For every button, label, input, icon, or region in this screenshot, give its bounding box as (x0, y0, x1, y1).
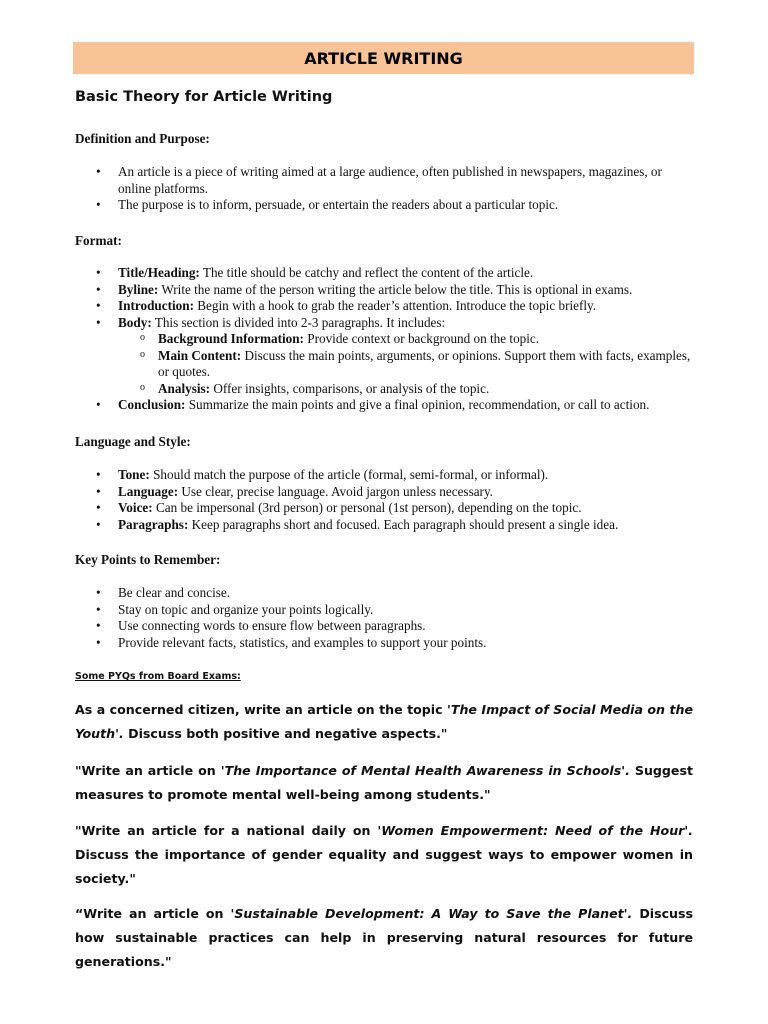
sub-list-item (118, 348, 695, 381)
list-item (75, 265, 695, 282)
term: Tone: (118, 467, 150, 482)
question-topic: 'Sustainable Development: A Way to Save the Planet'. (230, 906, 633, 921)
sub-list-item (118, 331, 695, 348)
term-text: The title should be catchy and reflect the content of the article. (199, 265, 534, 280)
term-text: Discuss the main points, arguments, or opinions. Support them with facts, examples, or quotes. (158, 347, 691, 379)
definition-heading: Definition and Purpose: (75, 131, 210, 146)
question-text: Discuss the importance of gender equality and suggest ways to empower women in society." (75, 847, 693, 886)
list-item: • Be clear and concise. (75, 585, 695, 602)
term-text: Summarize the main points and give a final opinion, recommendation, or call to action. (185, 397, 650, 412)
list-item (75, 517, 695, 534)
term: Voice: (118, 500, 153, 515)
page-title-banner (73, 42, 694, 74)
keypoints-heading: Key Points to Remember: (75, 552, 221, 567)
term: Analysis: (158, 380, 211, 396)
list-item: • Stay on topic and organize your points logically. (75, 602, 695, 619)
term-text: Write the name of the person writing the article below the title. This is optional in exams. (158, 281, 633, 297)
term: Conclusion: (118, 397, 186, 412)
question-text: Discuss both positive and negative aspects." (123, 726, 448, 741)
pyq-question (75, 759, 693, 807)
keypoints-list (75, 585, 695, 651)
question-text: Suggest measures to promote mental well-being among students." (75, 763, 693, 802)
question-topic: 'Women Empowerment: Need of the Hour'. (377, 823, 694, 838)
pyq-question (75, 902, 693, 974)
format-heading: Format: (75, 233, 122, 248)
term: Title/Heading: (118, 265, 200, 280)
format-list (75, 265, 695, 414)
question-text: Discuss how sustainable practices can help in preserving natural resources for future generations." (75, 906, 694, 969)
term-text: This section is divided into 2-3 paragraphs. It includes: (151, 314, 446, 330)
list-item (75, 467, 695, 484)
definition-list (75, 164, 695, 214)
term: Byline: (118, 281, 159, 297)
list-item: • An article is a piece of writing aimed at a large audience, often published in newspapers, magazines, or online platforms. (75, 164, 695, 197)
language-list (75, 467, 695, 533)
list-item: • The purpose is to inform, persuade, or entertain the readers about a particular topic. (75, 197, 695, 214)
list-item (75, 298, 695, 315)
term: Background Information: (158, 331, 304, 346)
term-text: Use clear, precise language. Avoid jargon unless necessary. (178, 483, 493, 499)
list-item: • Use connecting words to ensure flow between paragraphs. (75, 618, 695, 635)
list-item (75, 315, 695, 398)
question-text: "Write an article for a national daily on (75, 823, 378, 838)
term-text: Provide context or background on the topic. (303, 331, 540, 346)
sub-list-item (118, 381, 695, 398)
term-text: Should match the purpose of the article (formal, semi-formal, or informal). (149, 467, 549, 482)
list-item (75, 282, 695, 299)
list-item (75, 484, 695, 501)
question-topic: 'The Impact of Social Media on the Youth'. (75, 702, 693, 741)
pyq-question (75, 819, 693, 891)
list-item: • Provide relevant facts, statistics, and examples to support your points. (75, 635, 695, 652)
pyq-label: Some PYQs from Board Exams: (75, 671, 241, 682)
section-subtitle: Basic Theory for Article Writing (75, 89, 333, 105)
question-text: “Write an article on (75, 906, 231, 921)
list-item (75, 500, 695, 517)
term: Paragraphs: (118, 516, 189, 532)
list-item (75, 397, 695, 414)
term-text: Begin with a hook to grab the reader’s attention. Introduce the topic briefly. (193, 298, 597, 313)
question-text: As a concerned citizen, write an article on the topic (75, 702, 448, 717)
question-text: "Write an article on (75, 763, 221, 778)
body-sublist (118, 331, 695, 397)
term-text: Can be impersonal (3rd person) or personal (1st person), depending on the topic. (152, 500, 582, 515)
term: Main Content: (158, 347, 242, 363)
pyq-question (75, 698, 693, 746)
term-text: Keep paragraphs short and focused. Each paragraph should present a single idea. (188, 516, 619, 532)
language-heading: Language and Style: (75, 434, 191, 449)
term: Language: (118, 483, 179, 499)
page-title: ARTICLE WRITING (304, 48, 463, 68)
term: Introduction: (118, 298, 194, 313)
term: Body: (118, 314, 152, 330)
question-topic: 'The Importance of Mental Health Awareness in Schools'. (220, 763, 630, 778)
term-text: Offer insights, comparisons, or analysis of the topic. (210, 380, 490, 396)
